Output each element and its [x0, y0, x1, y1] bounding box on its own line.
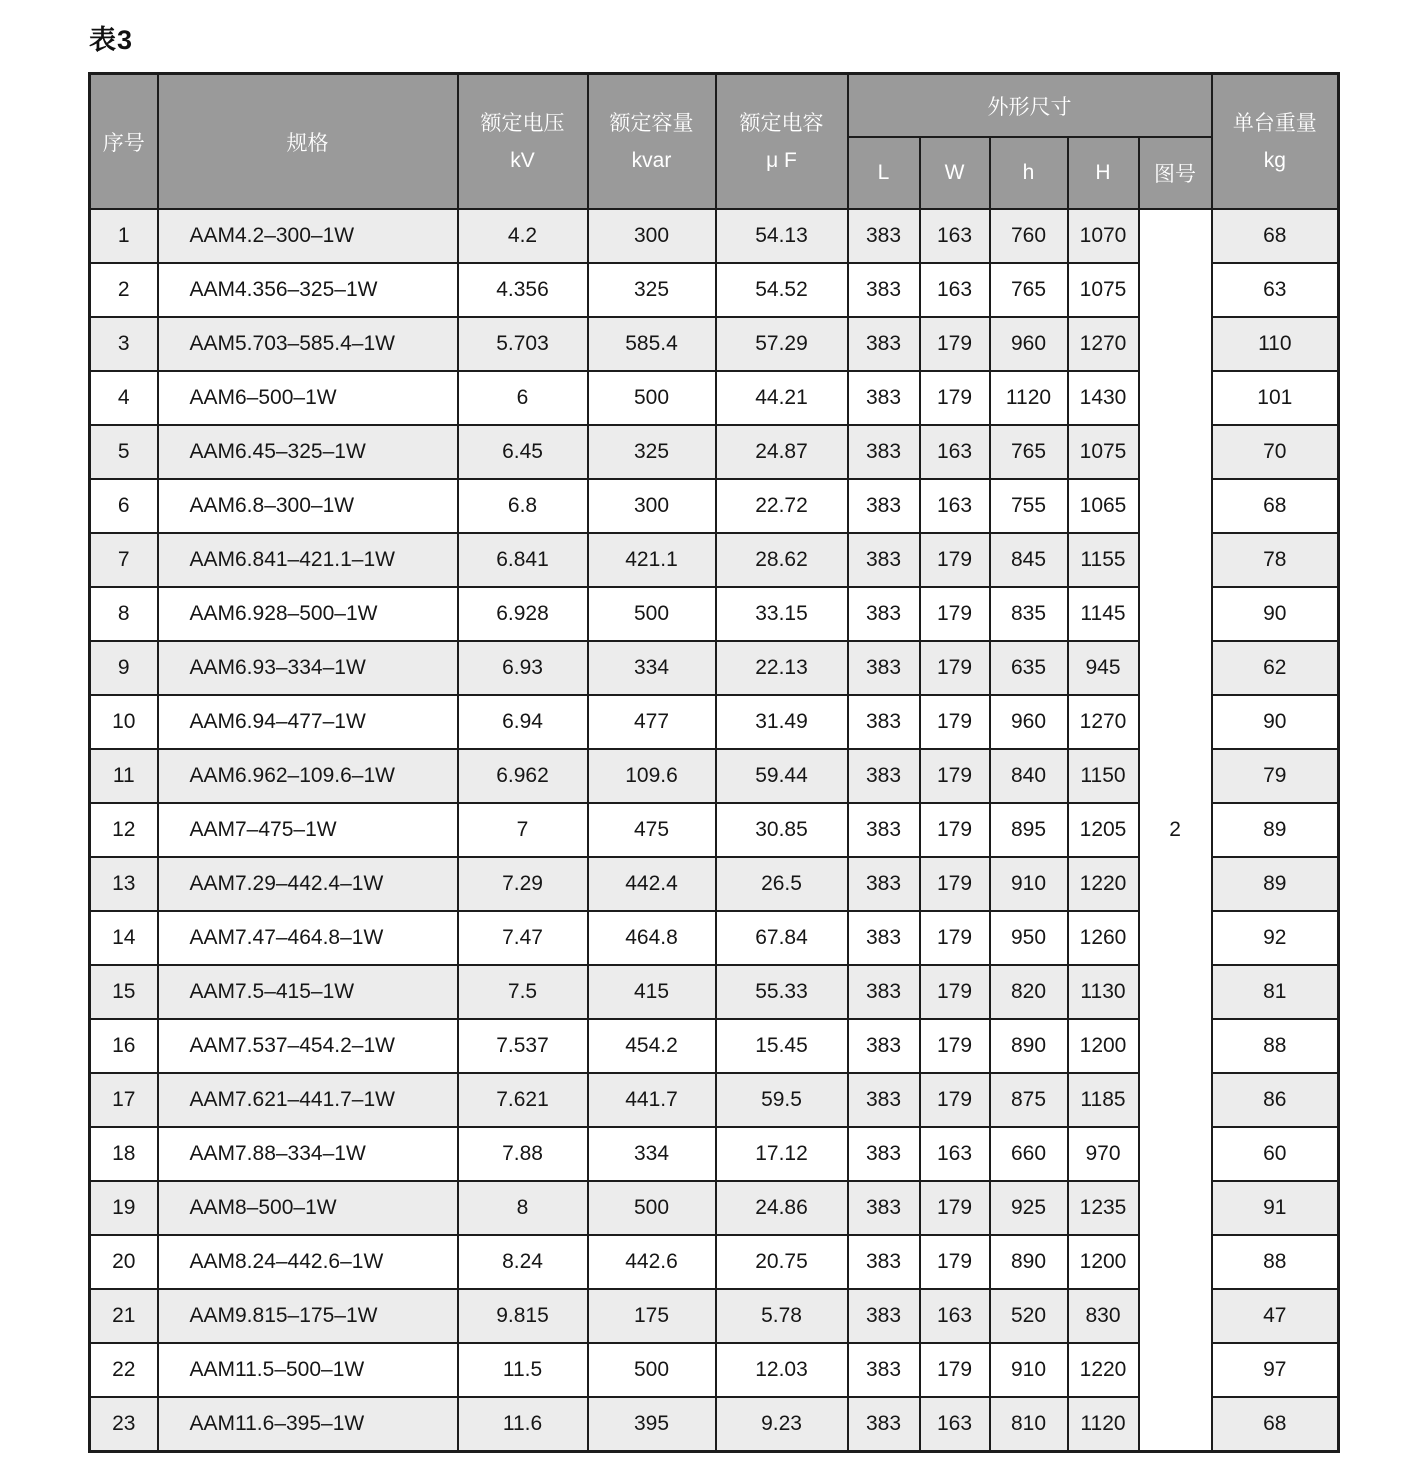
cell-serial: 8 — [90, 587, 158, 641]
cell-unit-weight: 68 — [1212, 479, 1339, 533]
cell-serial: 23 — [90, 1397, 158, 1452]
cell-dim-h-big: 970 — [1068, 1127, 1139, 1181]
cell-dim-w: 179 — [920, 965, 990, 1019]
cell-rated-capacitance: 31.49 — [716, 695, 848, 749]
cell-rated-capacity: 421.1 — [588, 533, 716, 587]
cell-rated-voltage: 11.5 — [458, 1343, 588, 1397]
header-dim-h-big: H — [1068, 137, 1139, 209]
cell-dim-h-small: 765 — [990, 425, 1068, 479]
cell-serial: 7 — [90, 533, 158, 587]
cell-dim-l: 383 — [848, 1127, 920, 1181]
header-unit-weight-unit: kg — [1263, 148, 1286, 172]
cell-dim-h-big: 1270 — [1068, 695, 1139, 749]
cell-dim-l: 383 — [848, 857, 920, 911]
cell-spec: AAM7.537–454.2–1W — [158, 1019, 458, 1073]
cell-dim-h-big: 1070 — [1068, 209, 1139, 263]
cell-serial: 12 — [90, 803, 158, 857]
cell-dim-w: 179 — [920, 587, 990, 641]
cell-dim-w: 179 — [920, 695, 990, 749]
cell-dim-l: 383 — [848, 587, 920, 641]
header-rated-voltage — [458, 74, 588, 210]
cell-unit-weight: 70 — [1212, 425, 1339, 479]
table-row — [90, 209, 1339, 263]
cell-rated-capacitance: 20.75 — [716, 1235, 848, 1289]
cell-dim-h-small: 1120 — [990, 371, 1068, 425]
cell-dim-w: 179 — [920, 857, 990, 911]
cell-unit-weight: 62 — [1212, 641, 1339, 695]
cell-dim-h-big: 1270 — [1068, 317, 1139, 371]
cell-rated-voltage: 6.93 — [458, 641, 588, 695]
cell-serial: 6 — [90, 479, 158, 533]
cell-spec: AAM6.45–325–1W — [158, 425, 458, 479]
header-rated-capacity-unit: kvar — [631, 148, 672, 172]
cell-dim-l: 383 — [848, 1181, 920, 1235]
cell-unit-weight: 68 — [1212, 209, 1339, 263]
header-figure-no: 图号 — [1139, 137, 1212, 209]
cell-serial: 15 — [90, 965, 158, 1019]
cell-unit-weight: 47 — [1212, 1289, 1339, 1343]
header-dim-w: W — [920, 137, 990, 209]
cell-dim-l: 383 — [848, 479, 920, 533]
cell-dim-w: 179 — [920, 1343, 990, 1397]
cell-spec: AAM6–500–1W — [158, 371, 458, 425]
cell-rated-voltage: 6.962 — [458, 749, 588, 803]
cell-dim-l: 383 — [848, 371, 920, 425]
cell-dim-h-small: 925 — [990, 1181, 1068, 1235]
cell-unit-weight: 79 — [1212, 749, 1339, 803]
cell-dim-h-big: 945 — [1068, 641, 1139, 695]
cell-rated-capacity: 500 — [588, 371, 716, 425]
cell-dim-l: 383 — [848, 965, 920, 1019]
header-serial: 序号 — [90, 74, 158, 210]
cell-unit-weight: 91 — [1212, 1181, 1339, 1235]
cell-serial: 16 — [90, 1019, 158, 1073]
page-title: 表3 — [89, 25, 134, 55]
cell-rated-capacitance: 59.5 — [716, 1073, 848, 1127]
cell-unit-weight: 97 — [1212, 1343, 1339, 1397]
header-rated-capacitance-unit: μ F — [766, 148, 797, 172]
cell-unit-weight: 86 — [1212, 1073, 1339, 1127]
cell-serial: 22 — [90, 1343, 158, 1397]
cell-spec: AAM11.6–395–1W — [158, 1397, 458, 1452]
cell-rated-voltage: 5.703 — [458, 317, 588, 371]
cell-dim-l: 383 — [848, 263, 920, 317]
cell-rated-voltage: 4.356 — [458, 263, 588, 317]
cell-dim-h-small: 635 — [990, 641, 1068, 695]
cell-dim-h-small: 950 — [990, 911, 1068, 965]
cell-dim-h-small: 810 — [990, 1397, 1068, 1452]
cell-dim-h-big: 1185 — [1068, 1073, 1139, 1127]
cell-rated-capacity: 334 — [588, 641, 716, 695]
cell-dim-h-small: 820 — [990, 965, 1068, 1019]
cell-rated-capacitance: 55.33 — [716, 965, 848, 1019]
cell-unit-weight: 101 — [1212, 371, 1339, 425]
header-unit-weight-label: 单台重量 — [1232, 111, 1317, 135]
cell-unit-weight: 89 — [1212, 803, 1339, 857]
cell-rated-voltage: 7.537 — [458, 1019, 588, 1073]
cell-unit-weight: 88 — [1212, 1019, 1339, 1073]
cell-serial: 17 — [90, 1073, 158, 1127]
cell-rated-voltage: 6.45 — [458, 425, 588, 479]
spec-table — [88, 72, 1340, 1453]
cell-serial: 18 — [90, 1127, 158, 1181]
cell-rated-capacity: 325 — [588, 425, 716, 479]
cell-dim-h-small: 520 — [990, 1289, 1068, 1343]
cell-rated-capacitance: 15.45 — [716, 1019, 848, 1073]
cell-rated-capacitance: 12.03 — [716, 1343, 848, 1397]
cell-rated-capacitance: 67.84 — [716, 911, 848, 965]
cell-rated-capacitance: 5.78 — [716, 1289, 848, 1343]
cell-rated-capacitance: 44.21 — [716, 371, 848, 425]
cell-rated-voltage: 7.621 — [458, 1073, 588, 1127]
cell-dim-l: 383 — [848, 803, 920, 857]
cell-dim-w: 179 — [920, 803, 990, 857]
header-rated-capacitance — [716, 74, 848, 210]
cell-dim-w: 179 — [920, 533, 990, 587]
cell-rated-voltage: 7.88 — [458, 1127, 588, 1181]
cell-dim-w: 179 — [920, 1181, 990, 1235]
cell-rated-capacity: 109.6 — [588, 749, 716, 803]
cell-spec: AAM7.29–442.4–1W — [158, 857, 458, 911]
header-rated-capacity — [588, 74, 716, 210]
cell-rated-capacity: 500 — [588, 587, 716, 641]
header-unit-weight — [1212, 74, 1339, 210]
cell-rated-capacitance: 26.5 — [716, 857, 848, 911]
cell-dim-w: 179 — [920, 1073, 990, 1127]
header-dim-l: L — [848, 137, 920, 209]
cell-serial: 10 — [90, 695, 158, 749]
cell-dim-h-small: 960 — [990, 317, 1068, 371]
header-rated-voltage-label: 额定电压 — [480, 111, 565, 135]
cell-spec: AAM4.356–325–1W — [158, 263, 458, 317]
cell-rated-voltage: 7.47 — [458, 911, 588, 965]
cell-rated-capacity: 175 — [588, 1289, 716, 1343]
cell-rated-capacity: 334 — [588, 1127, 716, 1181]
cell-spec: AAM7.5–415–1W — [158, 965, 458, 1019]
cell-rated-voltage: 6.94 — [458, 695, 588, 749]
cell-dim-h-small: 910 — [990, 857, 1068, 911]
cell-spec: AAM6.928–500–1W — [158, 587, 458, 641]
cell-rated-capacity: 500 — [588, 1343, 716, 1397]
cell-dim-h-small: 875 — [990, 1073, 1068, 1127]
cell-dim-l: 383 — [848, 695, 920, 749]
cell-spec: AAM6.962–109.6–1W — [158, 749, 458, 803]
table-body — [90, 209, 1339, 1452]
cell-spec: AAM6.94–477–1W — [158, 695, 458, 749]
cell-serial: 14 — [90, 911, 158, 965]
cell-dim-l: 383 — [848, 911, 920, 965]
cell-dim-h-big: 1155 — [1068, 533, 1139, 587]
cell-dim-w: 179 — [920, 641, 990, 695]
cell-spec: AAM8.24–442.6–1W — [158, 1235, 458, 1289]
cell-dim-h-big: 830 — [1068, 1289, 1139, 1343]
cell-rated-voltage: 6.928 — [458, 587, 588, 641]
cell-dim-w: 163 — [920, 1127, 990, 1181]
cell-spec: AAM11.5–500–1W — [158, 1343, 458, 1397]
cell-unit-weight: 88 — [1212, 1235, 1339, 1289]
cell-rated-voltage: 6.8 — [458, 479, 588, 533]
cell-serial: 20 — [90, 1235, 158, 1289]
cell-rated-capacity: 454.2 — [588, 1019, 716, 1073]
cell-dim-l: 383 — [848, 533, 920, 587]
cell-dim-w: 163 — [920, 209, 990, 263]
header-dim-h-small: h — [990, 137, 1068, 209]
cell-dim-w: 179 — [920, 911, 990, 965]
cell-spec: AAM7.47–464.8–1W — [158, 911, 458, 965]
cell-dim-w: 179 — [920, 317, 990, 371]
cell-unit-weight: 60 — [1212, 1127, 1339, 1181]
cell-dim-w: 163 — [920, 425, 990, 479]
cell-dim-h-big: 1220 — [1068, 857, 1139, 911]
cell-spec: AAM6.841–421.1–1W — [158, 533, 458, 587]
cell-serial: 9 — [90, 641, 158, 695]
cell-rated-voltage: 9.815 — [458, 1289, 588, 1343]
cell-dim-h-big: 1150 — [1068, 749, 1139, 803]
cell-rated-capacity: 475 — [588, 803, 716, 857]
cell-spec: AAM4.2–300–1W — [158, 209, 458, 263]
cell-dim-l: 383 — [848, 749, 920, 803]
cell-spec: AAM7.621–441.7–1W — [158, 1073, 458, 1127]
cell-spec: AAM7.88–334–1W — [158, 1127, 458, 1181]
cell-dim-w: 179 — [920, 371, 990, 425]
cell-dim-h-big: 1200 — [1068, 1019, 1139, 1073]
cell-rated-capacity: 325 — [588, 263, 716, 317]
cell-dim-h-big: 1235 — [1068, 1181, 1139, 1235]
cell-rated-voltage: 11.6 — [458, 1397, 588, 1452]
cell-dim-h-big: 1430 — [1068, 371, 1139, 425]
cell-rated-capacity: 477 — [588, 695, 716, 749]
cell-dim-h-small: 840 — [990, 749, 1068, 803]
cell-spec: AAM8–500–1W — [158, 1181, 458, 1235]
cell-unit-weight: 90 — [1212, 695, 1339, 749]
cell-rated-capacity: 464.8 — [588, 911, 716, 965]
cell-dim-w: 179 — [920, 1235, 990, 1289]
cell-rated-capacitance: 24.87 — [716, 425, 848, 479]
cell-rated-capacitance: 9.23 — [716, 1397, 848, 1452]
cell-figure-no-merged: 2 — [1139, 209, 1212, 1452]
cell-dim-h-small: 755 — [990, 479, 1068, 533]
cell-rated-capacitance: 57.29 — [716, 317, 848, 371]
cell-dim-l: 383 — [848, 1289, 920, 1343]
cell-unit-weight: 90 — [1212, 587, 1339, 641]
cell-dim-h-big: 1205 — [1068, 803, 1139, 857]
cell-rated-capacitance: 17.12 — [716, 1127, 848, 1181]
cell-dim-h-big: 1220 — [1068, 1343, 1139, 1397]
cell-rated-capacitance: 59.44 — [716, 749, 848, 803]
cell-unit-weight: 110 — [1212, 317, 1339, 371]
cell-dim-l: 383 — [848, 425, 920, 479]
cell-dim-l: 383 — [848, 1235, 920, 1289]
cell-dim-w: 179 — [920, 749, 990, 803]
cell-rated-voltage: 4.2 — [458, 209, 588, 263]
cell-dim-h-small: 835 — [990, 587, 1068, 641]
cell-dim-w: 163 — [920, 1397, 990, 1452]
cell-dim-h-small: 910 — [990, 1343, 1068, 1397]
cell-unit-weight: 92 — [1212, 911, 1339, 965]
cell-rated-capacitance: 54.13 — [716, 209, 848, 263]
cell-dim-h-big: 1075 — [1068, 425, 1139, 479]
header-rated-capacitance-label: 额定电容 — [739, 111, 824, 135]
cell-rated-voltage: 6.841 — [458, 533, 588, 587]
cell-unit-weight: 78 — [1212, 533, 1339, 587]
cell-dim-h-small: 765 — [990, 263, 1068, 317]
cell-rated-capacitance: 24.86 — [716, 1181, 848, 1235]
cell-rated-voltage: 7.5 — [458, 965, 588, 1019]
cell-rated-capacitance: 30.85 — [716, 803, 848, 857]
cell-rated-capacity: 442.6 — [588, 1235, 716, 1289]
cell-dim-h-small: 890 — [990, 1019, 1068, 1073]
cell-dim-w: 179 — [920, 1019, 990, 1073]
header-rated-voltage-unit: kV — [510, 148, 535, 172]
header-rated-capacity-label: 额定容量 — [609, 111, 694, 135]
header-dimensions-group: 外形尺寸 — [848, 74, 1212, 138]
cell-rated-capacitance: 54.52 — [716, 263, 848, 317]
cell-dim-h-small: 845 — [990, 533, 1068, 587]
cell-rated-capacity: 300 — [588, 479, 716, 533]
cell-dim-h-small: 660 — [990, 1127, 1068, 1181]
cell-dim-w: 163 — [920, 1289, 990, 1343]
cell-dim-w: 163 — [920, 479, 990, 533]
cell-rated-capacity: 300 — [588, 209, 716, 263]
cell-serial: 2 — [90, 263, 158, 317]
header-row-top — [90, 74, 1339, 138]
cell-dim-h-small: 890 — [990, 1235, 1068, 1289]
cell-rated-capacity: 395 — [588, 1397, 716, 1452]
cell-dim-l: 383 — [848, 1019, 920, 1073]
cell-rated-voltage: 7.29 — [458, 857, 588, 911]
cell-dim-h-small: 960 — [990, 695, 1068, 749]
cell-serial: 19 — [90, 1181, 158, 1235]
cell-dim-l: 383 — [848, 209, 920, 263]
cell-spec: AAM6.93–334–1W — [158, 641, 458, 695]
cell-rated-capacity: 415 — [588, 965, 716, 1019]
cell-serial: 5 — [90, 425, 158, 479]
cell-rated-capacity: 442.4 — [588, 857, 716, 911]
cell-dim-h-small: 760 — [990, 209, 1068, 263]
cell-rated-voltage: 6 — [458, 371, 588, 425]
table-header — [90, 74, 1339, 210]
cell-rated-capacity: 441.7 — [588, 1073, 716, 1127]
cell-unit-weight: 81 — [1212, 965, 1339, 1019]
cell-unit-weight: 68 — [1212, 1397, 1339, 1452]
cell-serial: 4 — [90, 371, 158, 425]
cell-rated-capacitance: 22.72 — [716, 479, 848, 533]
cell-dim-h-big: 1130 — [1068, 965, 1139, 1019]
cell-spec: AAM7–475–1W — [158, 803, 458, 857]
cell-rated-capacitance: 33.15 — [716, 587, 848, 641]
cell-rated-capacitance: 28.62 — [716, 533, 848, 587]
cell-rated-voltage: 7 — [458, 803, 588, 857]
cell-dim-h-big: 1075 — [1068, 263, 1139, 317]
cell-rated-capacity: 585.4 — [588, 317, 716, 371]
cell-dim-h-big: 1145 — [1068, 587, 1139, 641]
cell-serial: 11 — [90, 749, 158, 803]
header-spec: 规格 — [158, 74, 458, 210]
cell-dim-l: 383 — [848, 1073, 920, 1127]
cell-spec: AAM5.703–585.4–1W — [158, 317, 458, 371]
cell-rated-capacity: 500 — [588, 1181, 716, 1235]
cell-dim-h-big: 1260 — [1068, 911, 1139, 965]
cell-dim-l: 383 — [848, 1397, 920, 1452]
cell-dim-w: 163 — [920, 263, 990, 317]
cell-spec: AAM6.8–300–1W — [158, 479, 458, 533]
cell-serial: 1 — [90, 209, 158, 263]
cell-rated-capacitance: 22.13 — [716, 641, 848, 695]
cell-dim-h-big: 1200 — [1068, 1235, 1139, 1289]
cell-unit-weight: 63 — [1212, 263, 1339, 317]
cell-dim-h-big: 1120 — [1068, 1397, 1139, 1452]
cell-serial: 13 — [90, 857, 158, 911]
cell-spec: AAM9.815–175–1W — [158, 1289, 458, 1343]
cell-serial: 21 — [90, 1289, 158, 1343]
cell-dim-l: 383 — [848, 317, 920, 371]
cell-dim-l: 383 — [848, 1343, 920, 1397]
cell-rated-voltage: 8 — [458, 1181, 588, 1235]
cell-rated-voltage: 8.24 — [458, 1235, 588, 1289]
cell-unit-weight: 89 — [1212, 857, 1339, 911]
cell-serial: 3 — [90, 317, 158, 371]
cell-dim-h-big: 1065 — [1068, 479, 1139, 533]
cell-dim-l: 383 — [848, 641, 920, 695]
cell-dim-h-small: 895 — [990, 803, 1068, 857]
